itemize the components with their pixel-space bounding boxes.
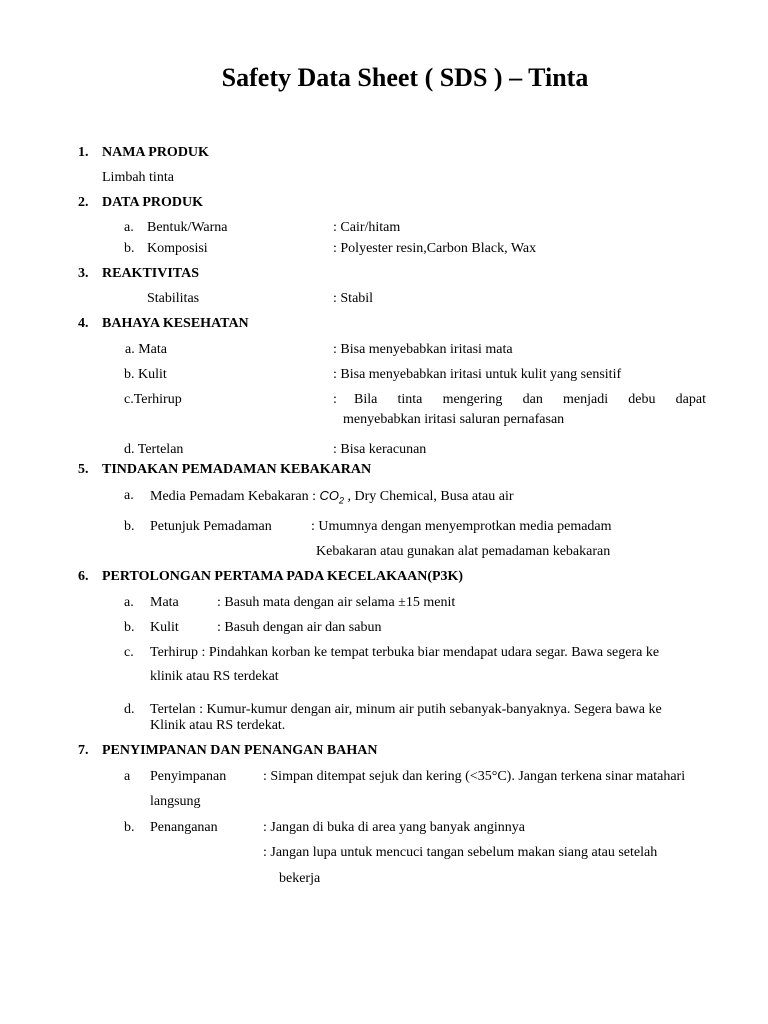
first-aid-eye-value: : Basuh mata dengan air selama ±15 menit bbox=[217, 595, 456, 610]
firefighting-label: Petunjuk Pemadaman bbox=[150, 519, 272, 534]
extinguishing-media-label: Media Pemadam Kebakaran : bbox=[150, 489, 316, 504]
inhalation-label: c.Terhirup bbox=[124, 392, 182, 407]
section-4-number: 4. bbox=[78, 316, 89, 331]
extinguishing-media bbox=[150, 488, 514, 509]
eye-label: a. Mata bbox=[125, 342, 167, 357]
inhalation-value-line-2: menyebabkan iritasi saluran pernafasan bbox=[343, 412, 565, 427]
section-2-number: 2. bbox=[78, 195, 89, 210]
item-mark: a bbox=[124, 769, 131, 784]
first-aid-ingestion-line-1: Tertelan : Kumur-kumur dengan air, minum air putih sebanyak-banyaknya. Segera bawa ke bbox=[150, 702, 662, 717]
inhalation-colon: : bbox=[333, 392, 337, 407]
item-mark: b. bbox=[124, 620, 135, 635]
section-1-heading: NAMA PRODUK bbox=[102, 145, 209, 160]
first-aid-inhalation-line-1: Terhirup : Pindahkan korban ke tempat terbuka biar mendapat udara segar. Bawa segera ke bbox=[150, 645, 660, 660]
form-color-value: : Cair/hitam bbox=[333, 220, 401, 235]
first-aid-ingestion-line-2: Klinik atau RS terdekat. bbox=[150, 718, 286, 733]
section-3-number: 3. bbox=[78, 266, 89, 281]
skin-label: b. Kulit bbox=[124, 367, 167, 382]
storage-value-line-2: langsung bbox=[150, 794, 201, 809]
section-5-heading: TINDAKAN PEMADAMAN KEBAKARAN bbox=[102, 462, 372, 477]
section-6-number: 6. bbox=[78, 569, 89, 584]
first-aid-skin-value: : Basuh dengan air dan sabun bbox=[217, 620, 382, 635]
form-color-label: Bentuk/Warna bbox=[147, 220, 228, 235]
extinguishing-media-value: , Dry Chemical, Busa atau air bbox=[344, 489, 514, 504]
composition-value: : Polyester resin,Carbon Black, Wax bbox=[333, 241, 537, 256]
item-mark: b. bbox=[124, 241, 135, 256]
section-3-heading: REAKTIVITAS bbox=[102, 266, 199, 281]
section-2-heading: DATA PRODUK bbox=[102, 195, 203, 210]
storage-value-line-1: : Simpan ditempat sejuk dan kering (<35°C). Jangan terkena sinar matahari bbox=[263, 769, 686, 784]
section-1-number: 1. bbox=[78, 145, 89, 160]
item-mark: c. bbox=[124, 645, 134, 660]
stability-label: Stabilitas bbox=[147, 291, 200, 306]
section-4-heading: BAHAYA KESEHATAN bbox=[102, 316, 249, 331]
handling-value-line-1: : Jangan di buka di area yang banyak anginnya bbox=[263, 820, 526, 835]
item-mark: b. bbox=[124, 519, 135, 534]
section-5-number: 5. bbox=[78, 462, 89, 477]
item-mark: a. bbox=[124, 220, 134, 235]
handling-value-line-3: bekerja bbox=[279, 871, 321, 886]
handling-value-line-2: : Jangan lupa untuk mencuci tangan sebelum makan siang atau setelah bbox=[263, 845, 658, 860]
ingestion-value: : Bisa keracunan bbox=[333, 442, 427, 457]
first-aid-eye-label: Mata bbox=[150, 595, 179, 610]
item-mark: a. bbox=[124, 595, 134, 610]
firefighting-value-line-1: : Umumnya dengan menyemprotkan media pemadam bbox=[311, 519, 612, 534]
eye-value: : Bisa menyebabkan iritasi mata bbox=[333, 342, 513, 357]
inhalation-value-line-1: Bila tinta mengering dan menjadi debu dapat bbox=[354, 392, 706, 407]
product-name-value: Limbah tinta bbox=[102, 170, 174, 185]
storage-label: Penyimpanan bbox=[150, 769, 227, 784]
section-6-heading: PERTOLONGAN PERTAMA PADA KECELAKAAN(P3K) bbox=[102, 569, 464, 584]
section-7-heading: PENYIMPANAN DAN PENANGAN BAHAN bbox=[102, 743, 378, 758]
first-aid-skin-label: Kulit bbox=[150, 620, 179, 635]
document-title: Safety Data Sheet ( SDS ) – Tinta bbox=[221, 63, 589, 92]
co2-formula: $CO_2$ bbox=[319, 488, 345, 506]
composition-label: Komposisi bbox=[147, 241, 208, 256]
item-mark: a. bbox=[124, 488, 134, 503]
skin-value: : Bisa menyebabkan iritasi untuk kulit yang sensitif bbox=[333, 367, 622, 382]
stability-value: : Stabil bbox=[333, 291, 374, 306]
firefighting-value-line-2: Kebakaran atau gunakan alat pemadaman kebakaran bbox=[316, 544, 611, 559]
ingestion-label: d. Tertelan bbox=[124, 442, 184, 457]
item-mark: d. bbox=[124, 702, 135, 717]
section-7-number: 7. bbox=[78, 743, 89, 758]
first-aid-inhalation-line-2: klinik atau RS terdekat bbox=[150, 669, 279, 684]
item-mark: b. bbox=[124, 820, 135, 835]
handling-label: Penanganan bbox=[150, 820, 218, 835]
